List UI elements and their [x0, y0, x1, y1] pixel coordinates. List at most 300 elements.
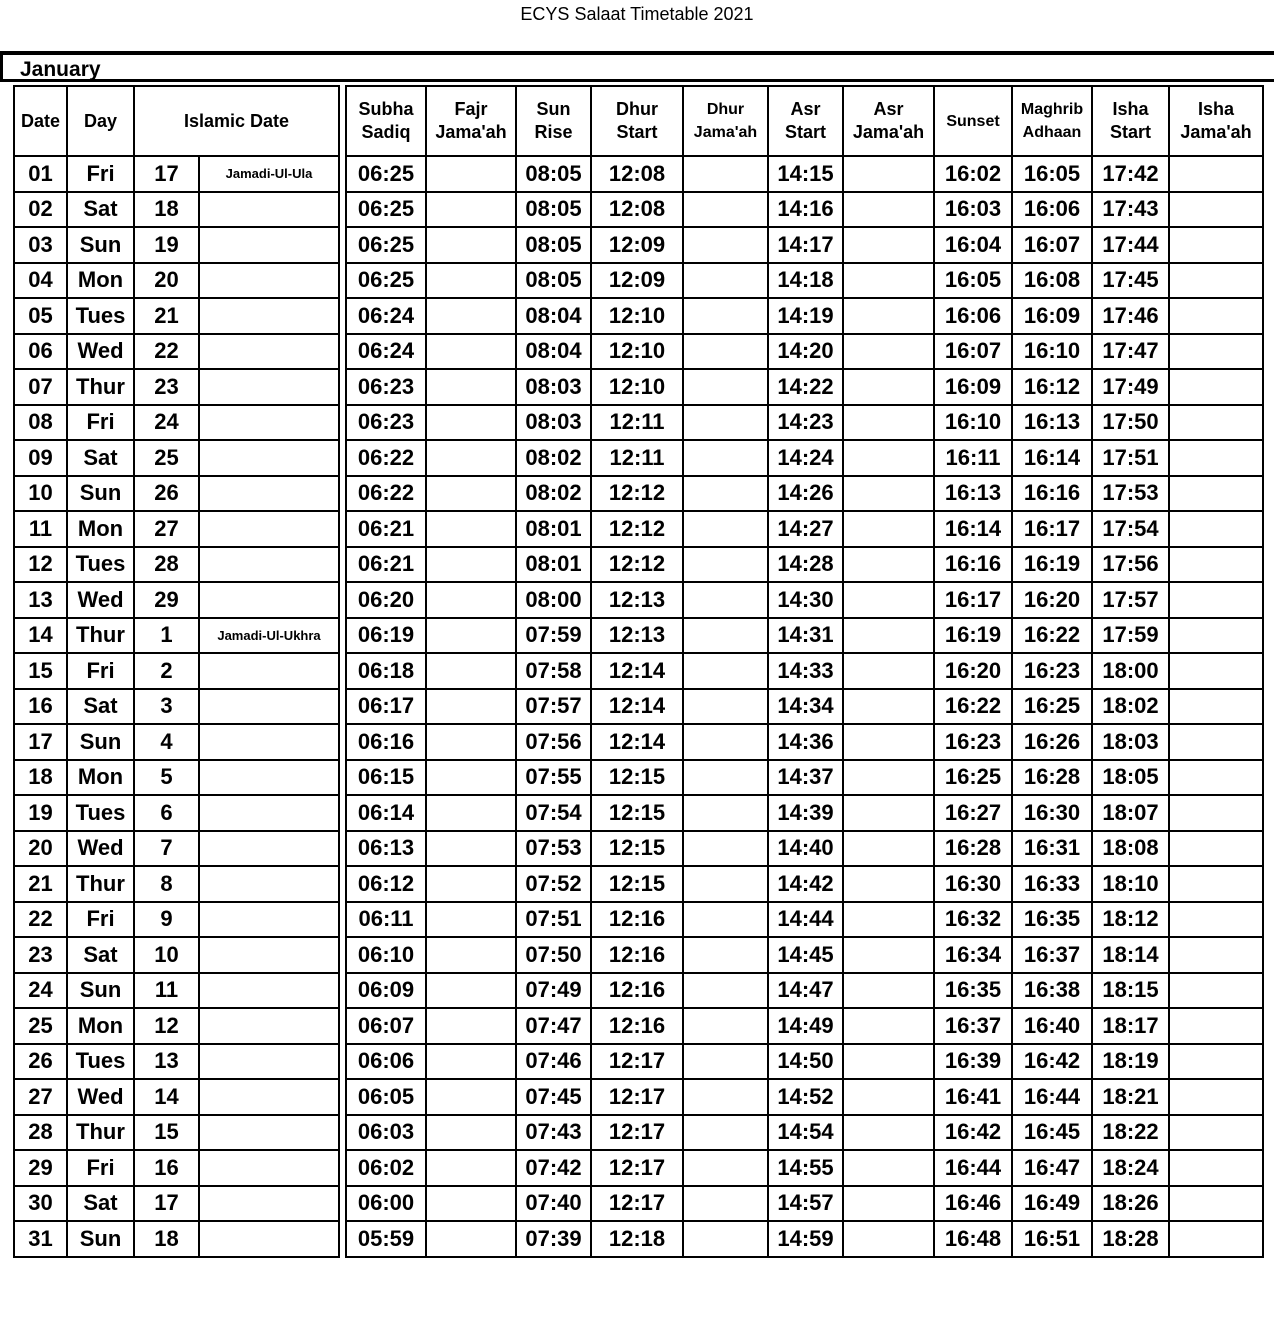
- hijri-day-cell: 26: [134, 476, 199, 512]
- hijri-month-cell: [199, 547, 339, 583]
- sunset-cell: 16:19: [934, 618, 1012, 654]
- fajr-jamaah-cell: [426, 1079, 516, 1115]
- sunset-cell: 16:39: [934, 1044, 1012, 1080]
- sunset-cell: 16:41: [934, 1079, 1012, 1115]
- isha-start-cell: 18:17: [1092, 1008, 1169, 1044]
- maghrib-cell: 16:51: [1012, 1221, 1092, 1257]
- header-asr-start: [768, 86, 843, 156]
- day-cell: Sun: [67, 476, 134, 512]
- asr-start-cell: 14:28: [768, 547, 843, 583]
- isha-jamaah-cell: [1169, 1186, 1263, 1222]
- prayer-times-row: [346, 156, 1263, 192]
- prayer-times-table: [345, 85, 1264, 1258]
- asr-jamaah-cell: [843, 582, 934, 618]
- header-line: Rise: [534, 122, 573, 142]
- hijri-month-cell: [199, 1044, 339, 1080]
- sunrise-cell: 07:50: [516, 937, 591, 973]
- hijri-month-cell: [199, 866, 339, 902]
- fajr-jamaah-cell: [426, 369, 516, 405]
- prayer-times-header: [346, 86, 1263, 156]
- isha-jamaah-cell: [1169, 866, 1263, 902]
- dhur-start-cell: 12:15: [591, 831, 683, 867]
- asr-start-cell: 14:26: [768, 476, 843, 512]
- date-row: [14, 973, 339, 1009]
- sunrise-cell: 08:00: [516, 582, 591, 618]
- date-row: [14, 653, 339, 689]
- fajr-jamaah-cell: [426, 689, 516, 725]
- prayer-times-row: [346, 866, 1263, 902]
- asr-jamaah-cell: [843, 973, 934, 1009]
- asr-start-cell: 14:59: [768, 1221, 843, 1257]
- date-row: [14, 1008, 339, 1044]
- isha-start-cell: 17:56: [1092, 547, 1169, 583]
- hijri-month-cell: [199, 1115, 339, 1151]
- prayer-times-row: [346, 1008, 1263, 1044]
- subha-sadiq-cell: 06:24: [346, 298, 426, 334]
- date-cell: 18: [14, 760, 67, 796]
- asr-start-cell: 14:30: [768, 582, 843, 618]
- dhur-jamaah-cell: [683, 1221, 768, 1257]
- dhur-jamaah-cell: [683, 227, 768, 263]
- day-cell: Sat: [67, 937, 134, 973]
- sunrise-cell: 08:05: [516, 192, 591, 228]
- fajr-jamaah-cell: [426, 1044, 516, 1080]
- dhur-start-cell: 12:15: [591, 760, 683, 796]
- day-cell: Thur: [67, 369, 134, 405]
- hijri-month-cell: [199, 440, 339, 476]
- day-cell: Sat: [67, 440, 134, 476]
- maghrib-cell: 16:06: [1012, 192, 1092, 228]
- isha-jamaah-cell: [1169, 1150, 1263, 1186]
- hijri-day-cell: 20: [134, 263, 199, 299]
- hijri-day-cell: 24: [134, 405, 199, 441]
- dhur-jamaah-cell: [683, 192, 768, 228]
- date-row: [14, 476, 339, 512]
- sunrise-cell: 08:04: [516, 298, 591, 334]
- prayer-times-row: [346, 405, 1263, 441]
- isha-start-cell: 17:57: [1092, 582, 1169, 618]
- dhur-jamaah-cell: [683, 1115, 768, 1151]
- maghrib-cell: 16:38: [1012, 973, 1092, 1009]
- day-cell: Wed: [67, 831, 134, 867]
- maghrib-cell: 16:47: [1012, 1150, 1092, 1186]
- maghrib-cell: 16:08: [1012, 263, 1092, 299]
- prayer-times-row: [346, 1115, 1263, 1151]
- header-line: Asr: [790, 99, 821, 119]
- isha-jamaah-cell: [1169, 902, 1263, 938]
- hijri-day-cell: 8: [134, 866, 199, 902]
- subha-sadiq-cell: 06:15: [346, 760, 426, 796]
- dhur-start-cell: 12:17: [591, 1079, 683, 1115]
- subha-sadiq-cell: 06:21: [346, 547, 426, 583]
- isha-start-cell: 18:10: [1092, 866, 1169, 902]
- prayer-times-row: [346, 724, 1263, 760]
- prayer-times-row: [346, 1044, 1263, 1080]
- day-cell: Mon: [67, 1008, 134, 1044]
- hijri-month-cell: [199, 902, 339, 938]
- hijri-month-cell: [199, 476, 339, 512]
- dhur-start-cell: 12:09: [591, 263, 683, 299]
- maghrib-cell: 16:28: [1012, 760, 1092, 796]
- maghrib-cell: 16:40: [1012, 1008, 1092, 1044]
- fajr-jamaah-cell: [426, 902, 516, 938]
- subha-sadiq-cell: 06:25: [346, 227, 426, 263]
- dhur-jamaah-cell: [683, 724, 768, 760]
- hijri-month-cell: [199, 795, 339, 831]
- date-row: [14, 795, 339, 831]
- prayer-times-row: [346, 618, 1263, 654]
- isha-jamaah-cell: [1169, 263, 1263, 299]
- fajr-jamaah-cell: [426, 795, 516, 831]
- day-cell: Wed: [67, 334, 134, 370]
- fajr-jamaah-cell: [426, 227, 516, 263]
- header-sunset: [934, 86, 1012, 156]
- asr-start-cell: 14:42: [768, 866, 843, 902]
- isha-start-cell: 18:00: [1092, 653, 1169, 689]
- isha-start-cell: 17:49: [1092, 369, 1169, 405]
- dhur-start-cell: 12:10: [591, 334, 683, 370]
- isha-jamaah-cell: [1169, 795, 1263, 831]
- dhur-jamaah-cell: [683, 334, 768, 370]
- header-islamic-date: Islamic Date: [134, 86, 339, 156]
- sunset-cell: 16:42: [934, 1115, 1012, 1151]
- date-row: [14, 547, 339, 583]
- maghrib-cell: 16:12: [1012, 369, 1092, 405]
- page-title: ECYS Salaat Timetable 2021: [520, 4, 754, 24]
- sunset-cell: 16:04: [934, 227, 1012, 263]
- sunset-cell: 16:44: [934, 1150, 1012, 1186]
- hijri-day-cell: 16: [134, 1150, 199, 1186]
- maghrib-cell: 16:49: [1012, 1186, 1092, 1222]
- asr-start-cell: 14:47: [768, 973, 843, 1009]
- sunset-cell: 16:09: [934, 369, 1012, 405]
- dhur-jamaah-cell: [683, 440, 768, 476]
- asr-jamaah-cell: [843, 937, 934, 973]
- date-row: [14, 1186, 339, 1222]
- day-cell: Tues: [67, 1044, 134, 1080]
- date-row: [14, 582, 339, 618]
- date-cell: 08: [14, 405, 67, 441]
- date-cell: 26: [14, 1044, 67, 1080]
- asr-start-cell: 14:15: [768, 156, 843, 192]
- dhur-jamaah-cell: [683, 582, 768, 618]
- header-dhur-start: [591, 86, 683, 156]
- dhur-start-cell: 12:12: [591, 476, 683, 512]
- hijri-day-cell: 29: [134, 582, 199, 618]
- sunset-cell: 16:48: [934, 1221, 1012, 1257]
- asr-start-cell: 14:55: [768, 1150, 843, 1186]
- day-cell: Sun: [67, 227, 134, 263]
- subha-sadiq-cell: 06:19: [346, 618, 426, 654]
- hijri-day-cell: 17: [134, 156, 199, 192]
- isha-jamaah-cell: [1169, 1115, 1263, 1151]
- date-cell: 21: [14, 866, 67, 902]
- asr-start-cell: 14:57: [768, 1186, 843, 1222]
- sunset-cell: 16:34: [934, 937, 1012, 973]
- dhur-start-cell: 12:14: [591, 689, 683, 725]
- hijri-month-cell: Jamadi-Ul-Ula: [199, 156, 339, 192]
- asr-start-cell: 14:50: [768, 1044, 843, 1080]
- date-cell: 28: [14, 1115, 67, 1151]
- maghrib-cell: 16:14: [1012, 440, 1092, 476]
- date-row: [14, 1221, 339, 1257]
- day-cell: Mon: [67, 263, 134, 299]
- day-cell: Sat: [67, 1186, 134, 1222]
- day-cell: Fri: [67, 902, 134, 938]
- asr-jamaah-cell: [843, 795, 934, 831]
- date-cell: 27: [14, 1079, 67, 1115]
- date-cell: 30: [14, 1186, 67, 1222]
- asr-jamaah-cell: [843, 440, 934, 476]
- day-cell: Mon: [67, 511, 134, 547]
- asr-jamaah-cell: [843, 476, 934, 512]
- isha-start-cell: 18:05: [1092, 760, 1169, 796]
- day-cell: Fri: [67, 405, 134, 441]
- hijri-month-cell: [199, 831, 339, 867]
- date-cell: 29: [14, 1150, 67, 1186]
- maghrib-cell: 16:10: [1012, 334, 1092, 370]
- isha-jamaah-cell: [1169, 937, 1263, 973]
- fajr-jamaah-cell: [426, 440, 516, 476]
- fajr-jamaah-cell: [426, 476, 516, 512]
- date-cell: 20: [14, 831, 67, 867]
- asr-jamaah-cell: [843, 1150, 934, 1186]
- asr-jamaah-cell: [843, 653, 934, 689]
- prayer-times-row: [346, 902, 1263, 938]
- asr-jamaah-cell: [843, 227, 934, 263]
- asr-start-cell: 14:23: [768, 405, 843, 441]
- day-cell: Fri: [67, 1150, 134, 1186]
- hijri-day-cell: 28: [134, 547, 199, 583]
- sunset-cell: 16:27: [934, 795, 1012, 831]
- isha-start-cell: 18:02: [1092, 689, 1169, 725]
- dhur-start-cell: 12:17: [591, 1115, 683, 1151]
- header-asr-jamaah: [843, 86, 934, 156]
- dhur-start-cell: 12:15: [591, 866, 683, 902]
- fajr-jamaah-cell: [426, 1150, 516, 1186]
- date-cell: 31: [14, 1221, 67, 1257]
- date-row: [14, 511, 339, 547]
- date-cell: 06: [14, 334, 67, 370]
- month-header-bar: [0, 51, 1274, 82]
- date-row: [14, 1115, 339, 1151]
- header-line: Isha: [1112, 99, 1149, 119]
- maghrib-cell: 16:22: [1012, 618, 1092, 654]
- asr-jamaah-cell: [843, 902, 934, 938]
- date-cell: 07: [14, 369, 67, 405]
- subha-sadiq-cell: 06:20: [346, 582, 426, 618]
- dhur-jamaah-cell: [683, 369, 768, 405]
- isha-start-cell: 18:19: [1092, 1044, 1169, 1080]
- asr-jamaah-cell: [843, 618, 934, 654]
- header-line: Asr: [873, 99, 904, 119]
- header-maghrib-adhaan: [1012, 86, 1092, 156]
- prayer-times-row: [346, 653, 1263, 689]
- asr-start-cell: 14:44: [768, 902, 843, 938]
- hijri-month-cell: [199, 511, 339, 547]
- hijri-month-cell: [199, 192, 339, 228]
- hijri-month-cell: [199, 760, 339, 796]
- sunrise-cell: 08:05: [516, 227, 591, 263]
- maghrib-cell: 16:25: [1012, 689, 1092, 725]
- hijri-day-cell: 18: [134, 192, 199, 228]
- prayer-times-row: [346, 334, 1263, 370]
- isha-start-cell: 18:28: [1092, 1221, 1169, 1257]
- day-cell: Sun: [67, 724, 134, 760]
- date-row: [14, 760, 339, 796]
- prayer-times-row: [346, 227, 1263, 263]
- isha-jamaah-cell: [1169, 653, 1263, 689]
- sunrise-cell: 07:54: [516, 795, 591, 831]
- date-row: [14, 937, 339, 973]
- sunrise-cell: 07:47: [516, 1008, 591, 1044]
- fajr-jamaah-cell: [426, 405, 516, 441]
- isha-start-cell: 18:22: [1092, 1115, 1169, 1151]
- asr-jamaah-cell: [843, 511, 934, 547]
- dhur-jamaah-cell: [683, 511, 768, 547]
- asr-jamaah-cell: [843, 547, 934, 583]
- header-line: Sunset: [946, 112, 1000, 130]
- dhur-start-cell: 12:17: [591, 1186, 683, 1222]
- fajr-jamaah-cell: [426, 1186, 516, 1222]
- isha-jamaah-cell: [1169, 334, 1263, 370]
- dhur-start-cell: 12:12: [591, 547, 683, 583]
- isha-start-cell: 17:44: [1092, 227, 1169, 263]
- dhur-jamaah-cell: [683, 263, 768, 299]
- isha-jamaah-cell: [1169, 476, 1263, 512]
- header-line: Subha: [358, 99, 414, 119]
- sunset-cell: 16:25: [934, 760, 1012, 796]
- asr-jamaah-cell: [843, 1115, 934, 1151]
- asr-start-cell: 14:52: [768, 1079, 843, 1115]
- subha-sadiq-cell: 06:24: [346, 334, 426, 370]
- dhur-start-cell: 12:17: [591, 1044, 683, 1080]
- isha-start-cell: 17:42: [1092, 156, 1169, 192]
- date-cell: 19: [14, 795, 67, 831]
- prayer-times-row: [346, 937, 1263, 973]
- isha-jamaah-cell: [1169, 1221, 1263, 1257]
- asr-jamaah-cell: [843, 1079, 934, 1115]
- asr-jamaah-cell: [843, 1186, 934, 1222]
- isha-start-cell: 17:47: [1092, 334, 1169, 370]
- asr-start-cell: 14:39: [768, 795, 843, 831]
- header-line: Jama'ah: [852, 122, 925, 142]
- isha-jamaah-cell: [1169, 1044, 1263, 1080]
- sunset-cell: 16:16: [934, 547, 1012, 583]
- fajr-jamaah-cell: [426, 1008, 516, 1044]
- dhur-jamaah-cell: [683, 866, 768, 902]
- maghrib-cell: 16:31: [1012, 831, 1092, 867]
- fajr-jamaah-cell: [426, 724, 516, 760]
- asr-start-cell: 14:19: [768, 298, 843, 334]
- hijri-month-cell: [199, 1150, 339, 1186]
- isha-jamaah-cell: [1169, 973, 1263, 1009]
- dhur-jamaah-cell: [683, 902, 768, 938]
- prayer-times-row: [346, 1186, 1263, 1222]
- header-line: Jama'ah: [435, 122, 507, 142]
- sunset-cell: 16:23: [934, 724, 1012, 760]
- hijri-month-cell: [199, 582, 339, 618]
- dhur-jamaah-cell: [683, 1079, 768, 1115]
- sunrise-cell: 08:01: [516, 511, 591, 547]
- prayer-times-row: [346, 795, 1263, 831]
- asr-start-cell: 14:54: [768, 1115, 843, 1151]
- header-date: Date: [14, 86, 67, 156]
- sunset-cell: 16:11: [934, 440, 1012, 476]
- isha-jamaah-cell: [1169, 405, 1263, 441]
- isha-start-cell: 18:14: [1092, 937, 1169, 973]
- sunset-cell: 16:28: [934, 831, 1012, 867]
- hijri-day-cell: 4: [134, 724, 199, 760]
- sunset-cell: 16:37: [934, 1008, 1012, 1044]
- hijri-day-cell: 21: [134, 298, 199, 334]
- fajr-jamaah-cell: [426, 831, 516, 867]
- date-cell: 09: [14, 440, 67, 476]
- header-line: Sadiq: [361, 122, 411, 142]
- sunset-cell: 16:10: [934, 405, 1012, 441]
- maghrib-cell: 16:16: [1012, 476, 1092, 512]
- sunset-cell: 16:14: [934, 511, 1012, 547]
- sunset-cell: 16:02: [934, 156, 1012, 192]
- fajr-jamaah-cell: [426, 973, 516, 1009]
- header-subha-sadiq: [346, 86, 426, 156]
- sunrise-cell: 07:46: [516, 1044, 591, 1080]
- date-row: [14, 1150, 339, 1186]
- maghrib-cell: 16:35: [1012, 902, 1092, 938]
- dhur-start-cell: 12:10: [591, 369, 683, 405]
- subha-sadiq-cell: 06:23: [346, 369, 426, 405]
- header-line: Jama'ah: [1180, 122, 1252, 142]
- dhur-start-cell: 12:11: [591, 405, 683, 441]
- asr-start-cell: 14:20: [768, 334, 843, 370]
- subha-sadiq-cell: 06:05: [346, 1079, 426, 1115]
- maghrib-cell: 16:44: [1012, 1079, 1092, 1115]
- isha-jamaah-cell: [1169, 582, 1263, 618]
- isha-start-cell: 17:46: [1092, 298, 1169, 334]
- day-cell: Tues: [67, 298, 134, 334]
- isha-start-cell: 18:26: [1092, 1186, 1169, 1222]
- subha-sadiq-cell: 06:22: [346, 476, 426, 512]
- day-cell: Sun: [67, 1221, 134, 1257]
- dhur-start-cell: 12:16: [591, 1008, 683, 1044]
- day-cell: Thur: [67, 1115, 134, 1151]
- date-cell: 03: [14, 227, 67, 263]
- isha-jamaah-cell: [1169, 831, 1263, 867]
- sunset-cell: 16:05: [934, 263, 1012, 299]
- fajr-jamaah-cell: [426, 511, 516, 547]
- hijri-day-cell: 5: [134, 760, 199, 796]
- fajr-jamaah-cell: [426, 547, 516, 583]
- subha-sadiq-cell: 05:59: [346, 1221, 426, 1257]
- prayer-times-row: [346, 440, 1263, 476]
- hijri-day-cell: 10: [134, 937, 199, 973]
- dhur-jamaah-cell: [683, 653, 768, 689]
- hijri-day-cell: 27: [134, 511, 199, 547]
- subha-sadiq-cell: 06:10: [346, 937, 426, 973]
- maghrib-cell: 16:09: [1012, 298, 1092, 334]
- asr-start-cell: 14:40: [768, 831, 843, 867]
- dhur-start-cell: 12:18: [591, 1221, 683, 1257]
- hijri-month-cell: [199, 1221, 339, 1257]
- dhur-jamaah-cell: [683, 760, 768, 796]
- dhur-jamaah-cell: [683, 795, 768, 831]
- fajr-jamaah-cell: [426, 1221, 516, 1257]
- date-row: [14, 405, 339, 441]
- sunrise-cell: 08:05: [516, 156, 591, 192]
- isha-start-cell: 17:45: [1092, 263, 1169, 299]
- hijri-month-cell: [199, 1186, 339, 1222]
- date-cell: 15: [14, 653, 67, 689]
